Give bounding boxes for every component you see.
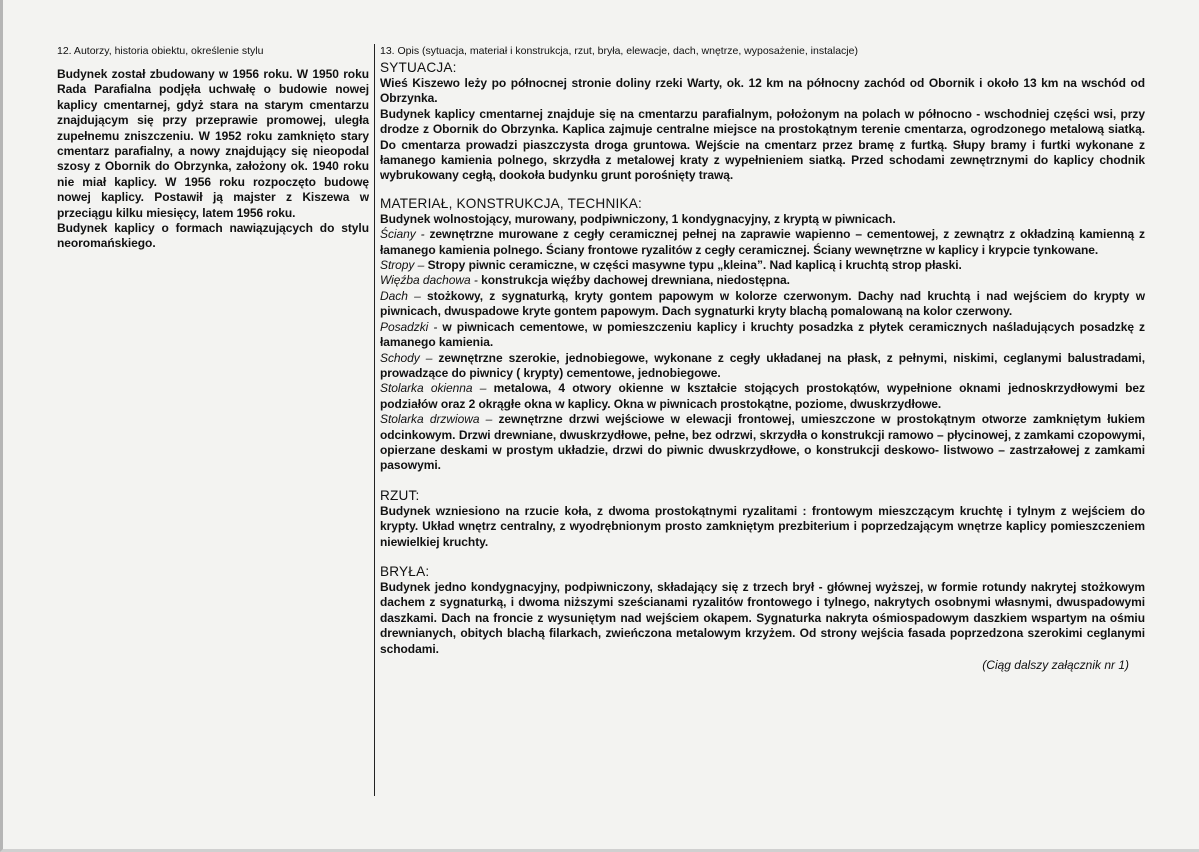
sytuacja-paragraph-2: Budynek kaplicy cmentarnej znajduje się na cmentarzu parafialnym, położonym na polach w północno - wschodniej części wsi, przy drodze z Obornik do Obrzynka. Kaplica zajmuje centralne miejsce na prostokątnym terenie cmentarza, ogrodzonego metalową siatką. Do cmentarza prowadzi piaszczysta droga gruntowa. Wejście na cmentarz przez bramę z furtką. Słupy bramy i furtki wykonane z łamanego kamienia polnego, skrzydła z metalowej kraty z wypełnieniem siatką. Przed schodami zewnętrznymi do kaplicy chodnik wybrukowany cegłą, dookoła budynku grunt porośnięty trawą. — [380, 106, 1145, 183]
section-title-sytuacja: SYTUACJA: — [380, 60, 457, 75]
material-item-wiezba — [380, 273, 1145, 288]
item-text: konstrukcja więźby dachowej drewniana, niedostępna. — [477, 273, 790, 288]
item-label: Więźba dachowa - — [380, 273, 478, 288]
item-text: stożkowy, z sygnaturką, kryty gontem papowym w kolorze czerwonym. Dachy nad kruchtą i nad wejściem do krypty w piwnicach, dwuspadowe kryte gontem papowym. Dach sygnaturki kryty blachą pomalowaną na kolor czerwony. — [380, 288, 1145, 319]
material-item-stolarka-okienna — [380, 381, 1145, 412]
field-13-header: 13. Opis (sytuacja, materiał i konstrukcja, rzut, bryła, elewacje, dach, wnętrze, wyposażenie, instalacje) — [380, 45, 858, 57]
material-item-sciany — [380, 227, 1145, 258]
item-label: Ściany - — [380, 227, 425, 242]
continuation-note: (Ciąg dalszy załącznik nr 1) — [982, 658, 1129, 672]
item-label: Schody – — [380, 350, 433, 365]
item-label: Posadzki - — [380, 319, 438, 334]
description-column — [380, 44, 1145, 673]
rzut-paragraph: Budynek wzniesiono na rzucie koła, z dwoma prostokątnymi ryzalitami : frontowym mieszczącym kruchtę i tylnym z wejściem do krypty. Układ wnętrz centralny, z wyodrębnionym prosto zamkniętym prezbiterium i poprzedzającym wnętrze kaplicy pomieszczeniem niewielkiej kruchty. — [380, 503, 1145, 549]
item-label: Stolarka drzwiowa – — [380, 412, 493, 427]
material-item-schody — [380, 351, 1145, 382]
history-column — [57, 44, 369, 252]
item-text: metalowa, 4 otwory okienne w kształcie stojących prostokątów, wypełnione oknami jednoskrzydłowymi bez podziałów oraz 2 okrągłe okna w kaplicy. Okna w piwnicach prostokątne, poziome, dwuskrzydłowe. — [380, 381, 1145, 411]
section-title-bryla: BRYŁA: — [380, 563, 430, 579]
style-paragraph: Budynek kaplicy o formach nawiązujących do stylu neoromańskiego. — [57, 221, 369, 251]
item-label: Dach – — [380, 288, 421, 303]
item-text: Stropy piwnic ceramiczne, w części masywne typu „kleina”. Nad kaplicą i kruchtą strop płaski. — [424, 258, 962, 273]
material-item-stolarka-drzwiowa — [380, 412, 1145, 474]
material-intro: Budynek wolnostojący, murowany, podpiwniczony, 1 kondygnacyjny, z kryptą w piwnicach. — [380, 211, 896, 226]
material-item-stropy — [380, 258, 1145, 273]
item-text: zewnętrzne drzwi wejściowe w elewacji frontowej, umieszczone w prostokątnym otworze zamkniętym łukiem odcinkowym. Drzwi drewniane, dwuskrzydłowe, pełne, bez odrzwi, skrzydła o konstrukcji ramowo – płycinowej, z zamkami czopowymi, opierzane deskami w prostym układzie, drzwi do piwnic dwuskrzydłowe, o konstrukcji deskowo- listwowo – zastrzałowej z zamkami pasowymi. — [380, 412, 1145, 473]
material-item-dach — [380, 289, 1145, 320]
material-item-posadzki — [380, 320, 1145, 351]
column-divider — [374, 44, 375, 796]
item-label: Stropy – — [380, 258, 425, 273]
item-text: zewnętrzne murowane z cegły ceramicznej pełnej na zaprawie wapienno – cementowej, z zewnątrz z okładziną kamienną z łamanego kamienia polnego. Ściany frontowe ryzalitów z cegły ceramicznej. Ściany wewnętrzne w kaplicy i krypcie tynkowane. — [380, 227, 1145, 257]
item-label: Stolarka okienna – — [380, 381, 487, 396]
item-text: w piwnicach cementowe, w pomieszczeniu kaplicy i kruchty posadzka z płytek ceramicznych naśladujących posadzkę z łamanego kamienia. — [380, 319, 1145, 350]
history-paragraph: Budynek został zbudowany w 1956 roku. W 1950 roku Rada Parafialna podjęła uchwałę o budowie nowej kaplicy cmentarnej, gdyż stara na starym cmentarzu znajdującym się przy przeprawie promowej, uległa zupełnemu zniszczeniu. W 1952 roku zamknięto stary cmentarz parafialny, a nowy znajdujący się nieopodal szosy z Obornik do Obrzynka, założony ok. 1940 roku nie miał kaplicy. W 1956 roku rozpoczęto budowę nowej kaplicy. Postawił ją majster z Kiszewa w przeciągu kilku miesięcy, latem 1956 roku. — [57, 67, 369, 220]
field-12-header: 12. Autorzy, historia obiektu, określenie stylu — [57, 45, 264, 57]
section-title-rzut: RZUT: — [380, 487, 420, 503]
sytuacja-paragraph-1: Wieś Kiszewo leży po północnej stronie doliny rzeki Warty, ok. 12 km na północny zachód od Obornik i około 13 km na wschód od Obrzynka. — [380, 76, 1145, 106]
item-text: zewnętrzne szerokie, jednobiegowe, wykonane z cegły układanej na płask, z pełnymi, niskimi, ceglanymi balustradami, prowadzące do piwnicy ( krypty) cementowe, jednobiegowe. — [380, 350, 1145, 380]
section-title-material: MATERIAŁ, KONSTRUKCJA, TECHNIKA: — [380, 195, 642, 211]
bryla-paragraph: Budynek jedno kondygnacyjny, podpiwniczony, składający się z trzech brył - głównej wyższej, w formie rotundy nakrytej stożkowym dachem z sygnaturką, i dwoma niższymi sześcianami ryzalitów frontowego i tylnego, nakrytych osobnymi własnymi, dwuspadowymi daszkami. Dach na froncie z wysuniętym nad wejściem okapem. Sygnaturka nakryta ośmiospadowym daszkiem wspartym na ośmiu drewnianych, obitych blachą filarkach, zwieńczona metalowym krzyżem. Od strony wejścia fasada poprzedzona szerokimi ceglanymi schodami. — [380, 579, 1145, 656]
